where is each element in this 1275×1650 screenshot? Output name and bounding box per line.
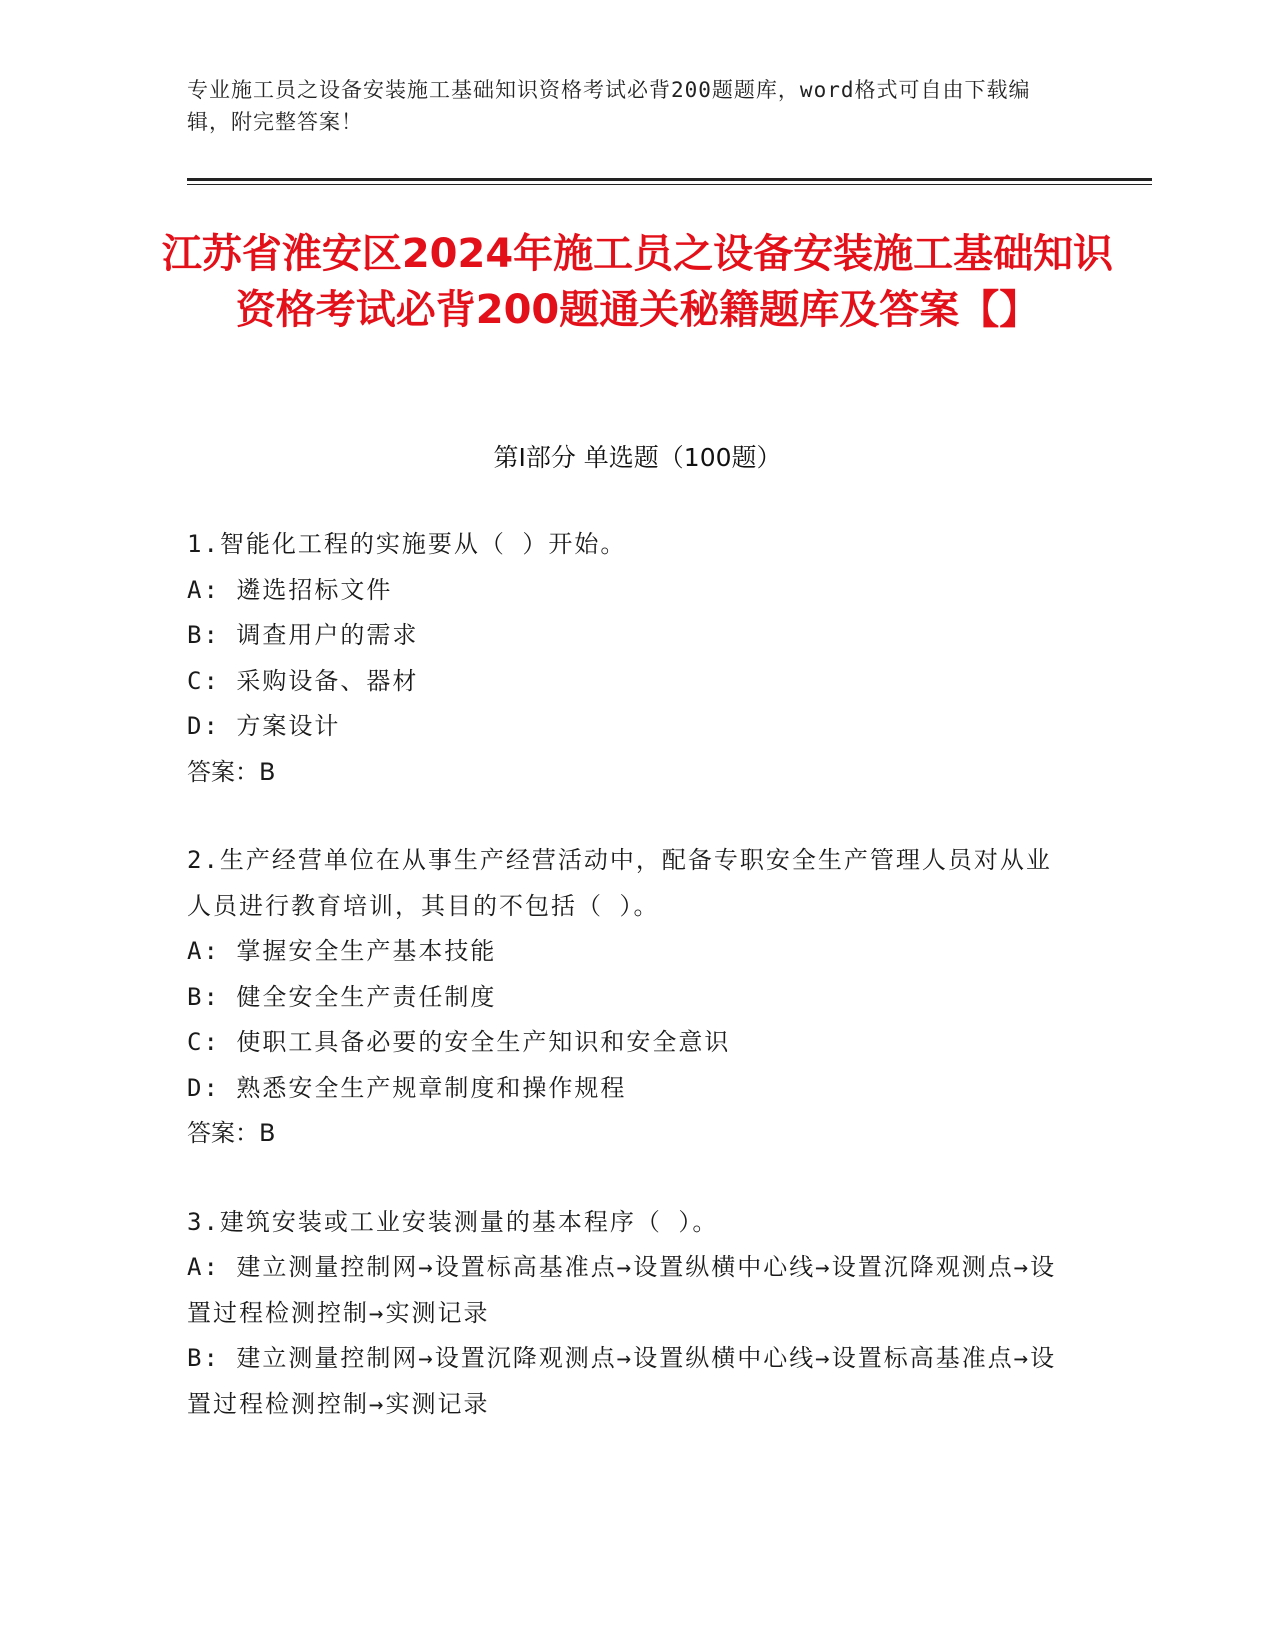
question-2	[187, 838, 1067, 1157]
option-b: B: 建立测量控制网→设置沉降观测点→设置纵横中心线→设置标高基准点→设置过程检测控制→实测记录	[187, 1344, 1057, 1418]
header-rule-thin	[187, 184, 1152, 185]
question-list	[187, 522, 1067, 1470]
header-note: 专业施工员之设备安装施工基础知识资格考试必背200题题库，word格式可自由下载编辑，附完整答案！	[187, 78, 1031, 134]
option-d: D: 方案设计	[187, 712, 341, 740]
section-heading: 第Ⅰ部分 单选题（100题）	[493, 443, 782, 472]
header-rule-thick	[187, 178, 1152, 181]
option-c: C: 采购设备、器材	[187, 666, 419, 695]
question-3	[187, 1200, 1067, 1428]
document-title: 江苏省淮安区2024年施工员之设备安装施工基础知识资格考试必背200题通关秘籍题库及答案【】	[161, 231, 1114, 333]
answer: 答案：B	[187, 757, 276, 786]
question-stem: 2.生产经营单位在从事生产经营活动中，配备专职安全生产管理人员对从业人员进行教育培训，其目的不包括（ ）。	[187, 846, 1052, 920]
answer: 答案：B	[187, 1119, 276, 1147]
option-a: A: 掌握安全生产基本技能	[187, 937, 497, 965]
question-stem: 1.智能化工程的实施要从（ ）开始。	[187, 530, 627, 558]
question-stem: 3.建筑安装或工业安装测量的基本程序（ ）。	[187, 1207, 719, 1236]
option-b: B: 调查用户的需求	[187, 621, 419, 649]
option-a: A: 建立测量控制网→设置标高基准点→设置纵横中心线→设置沉降观测点→设置过程检测控制→实测记录	[187, 1253, 1057, 1327]
option-b: B: 健全安全生产责任制度	[187, 982, 497, 1011]
option-a: A: 遴选招标文件	[187, 575, 393, 604]
question-1	[187, 522, 1067, 795]
option-d: D: 熟悉安全生产规章制度和操作规程	[187, 1073, 627, 1102]
option-c: C: 使职工具备必要的安全生产知识和安全意识	[187, 1028, 731, 1056]
